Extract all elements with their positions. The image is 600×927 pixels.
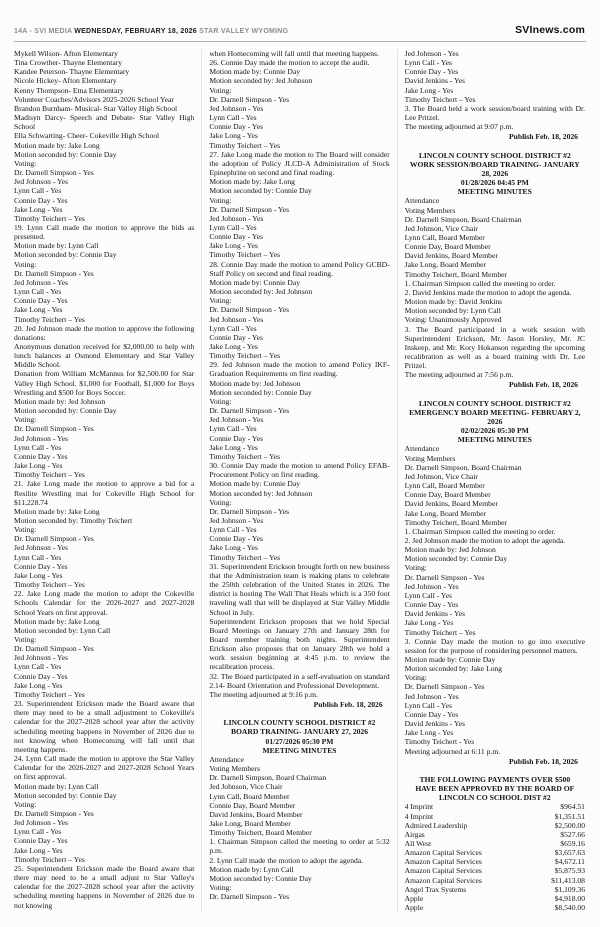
notice-column-1 (14, 49, 194, 912)
body-line: Lynn Call - Yes (209, 323, 257, 333)
issue-date: WEDNESDAY, FEBRUARY 18, 2026 (74, 28, 200, 35)
body-line: Dr. Darnell Simpson - Yes (404, 682, 485, 692)
body-line: Lynn Call - Yes (404, 58, 452, 68)
notice-heading: 01/28/2026 04:45 PM (460, 178, 529, 188)
body-line: Timothy Teichert – Yes (14, 213, 85, 223)
body-line: Nicole Hickey- Afton Elementary (14, 76, 117, 86)
body-line: 1. Chairman Simpson called the meeting to order at 5:32 p.m. (209, 837, 390, 856)
notice-heading: WORK SESSION/BOARD TRAINING- JANUARY 28, 2026 (409, 159, 580, 178)
payment-row (405, 839, 585, 848)
body-line: Voting: (14, 259, 37, 269)
body-line: Jake Long - Yes (404, 85, 454, 95)
payment-amount: $11,413.08 (551, 875, 585, 885)
body-line: Timothy Teichert, Board Member (404, 269, 508, 279)
body-line: Jed Johnson - Yes (14, 177, 69, 187)
column-divider (201, 49, 202, 912)
body-line: Motion seconded by: Connie Day (209, 873, 312, 883)
notice-column-2 (209, 49, 389, 912)
body-line: The meeting adjourned at 9:07 p.m. (404, 122, 514, 132)
body-line: Jake Long - Yes (404, 618, 454, 628)
body-line: Jake Long - Yes (14, 845, 63, 855)
body-line: Tina Crowther- Thayne Elementary (14, 58, 123, 68)
body-line: 29. Jed Johnson made the motion to amend Policy IKF-Graduation Requirements on first reading. (209, 360, 390, 379)
body-line: Lynn Call - Yes (209, 424, 257, 434)
body-line: Motion seconded by: Jed Johnson (209, 488, 313, 498)
body-line: Connie Day, Board Member (404, 490, 491, 500)
body-line: Timothy Teichert – Yes (209, 250, 281, 260)
body-line: Motion seconded by: Lynn Call (14, 625, 111, 635)
body-line: Motion made by: Connie Day (209, 67, 301, 77)
body-line: Voting: (14, 799, 37, 809)
body-line: Voting: (209, 195, 232, 205)
body-line: Motion seconded by: Connie Day (14, 406, 117, 416)
body-line: Motion made by: Jake Long (14, 616, 100, 626)
body-line: Jake Long - Yes (209, 131, 258, 141)
body-line: Jed Johnson - Yes (404, 691, 459, 701)
body-line: Lynn Call - Yes (404, 590, 452, 600)
body-line: Voting: (14, 158, 37, 168)
notice-heading: LINCOLN COUNTY SCHOOL DISTRICT #2 (418, 150, 571, 160)
body-line: 27. Jake Long made the motion to The Board will consider the adoption of Policy JLCD-A Administration of Stock Epinephrine on second and final reading. (209, 149, 390, 178)
publish-date: Publish Feb. 18, 2026 (313, 700, 383, 710)
body-line: Jed Johnson, Vice Chair (209, 782, 283, 792)
body-line: David Jenkins, Board Member (404, 251, 498, 261)
body-line: Jake Long, Board Member (404, 260, 487, 270)
body-line: Dr. Darnell Simpson - Yes (209, 204, 290, 214)
body-line: Dr. Darnell Simpson, Board Chairman (209, 773, 327, 783)
body-line: Meeting adjourned at 6:11 p.m. (404, 746, 501, 756)
body-line: Jake Long - Yes (14, 305, 63, 315)
body-line: 1. Chairman Simpson called the meeting to order. (404, 278, 556, 288)
payment-row (405, 821, 585, 830)
body-line: Jake Long - Yes (14, 204, 63, 214)
body-line: Motion seconded by: Timothy Teichert (14, 515, 133, 525)
body-line: Lynn Call - Yes (14, 552, 62, 562)
body-line: Timothy Teichert – Yes (209, 451, 281, 461)
body-line: Voting: (209, 296, 232, 306)
notice-heading: 02/02/2026 05:30 PM (460, 426, 529, 436)
body-line: 3. The Board participated in a work session with Superintendent Erickson, Mr. Jason Horsley, Mr. JC Inskeep, and Mr. Kory Hokanson regarding the upcoming recalibration as well as a board training with Dr. Lee Pritzel. (404, 324, 585, 371)
body-line: Jed Johnson - Yes (404, 49, 459, 58)
body-line: Jed Johnson - Yes (14, 818, 69, 828)
payee-name: Amazon Capital Services (404, 848, 482, 858)
body-line: Timothy Teichert, Board Member (209, 828, 312, 838)
body-line: 32. The Board participated in a self-evaluation on standard 2.14- Board Orientation and Professional Development. (209, 671, 390, 690)
masthead-rule (14, 41, 586, 42)
body-line: Connie Day - Yes (14, 561, 68, 571)
body-line: David Jenkins, Board Member (209, 809, 303, 819)
payee-name: 4 Imprint (404, 811, 434, 821)
payment-row (405, 802, 585, 811)
masthead-left (14, 28, 288, 35)
body-line: Motion seconded by: Connie Day (209, 387, 312, 397)
body-line: Voting: (14, 525, 37, 535)
body-line: Motion made by: Jed Johnson (209, 378, 301, 388)
body-line: Timothy Teichert – Yes (14, 314, 85, 324)
body-line: Connie Day - Yes (14, 451, 68, 461)
body-line: Dr. Darnell Simpson - Yes (209, 506, 290, 516)
payment-row (405, 812, 585, 821)
body-line: Lynn Call - Yes (14, 287, 62, 297)
body-line: Jed Johnson - Yes (209, 415, 264, 425)
body-line: Timothy Teichert – Yes (14, 854, 85, 864)
payment-row (405, 885, 585, 894)
notice-heading: LINCOLN COUNTY SCHOOL DISTRICT #2 (418, 398, 571, 408)
body-line: Lynn Call, Board Member (404, 232, 485, 242)
body-line: Voting: (14, 415, 37, 425)
body-line: 28. Connie Day made the motion to amend Policy GCBD-Staff Policy on second and final reading. (209, 259, 390, 278)
body-line: 23. Superintendent Erickson made the Board aware that there may need to be a small adjustment to Cokeville's calendar for the 2027-2028 school year after the activity scheduling meeting happens in November of 2026 due to not knowing when Homecoming will fall until that meeting happens. (14, 699, 195, 754)
body-line: Jed Johnson - Yes (209, 515, 264, 525)
body-line: Jed Johnson - Yes (404, 581, 459, 591)
body-line: Superintendent Erickson proposes that we hold Special Board Meetings on January 27th and January 28th for Board member training both nights. Superintendent Erickson also proposes that on January 28th we hold a work session beginning at 4:45 p.m. to review the recalibration process. (209, 616, 390, 672)
payment-amount: $4,918.00 (554, 893, 585, 903)
body-line: Motion seconded by: Connie Day (14, 790, 117, 800)
body-line: The meeting adjourned at 7:56 p.m. (404, 370, 514, 380)
body-line: 1. Chairman Simpson called the meeting to order. (404, 526, 556, 536)
body-line: Connie Day - Yes (209, 232, 263, 242)
notice-heading: BOARD TRAINING- JANUARY 27, 2026 (230, 727, 369, 737)
payment-amount: $964.51 (560, 802, 585, 812)
body-line: Timothy Teichert – Yes (14, 689, 85, 699)
body-line: Connie Day - Yes (14, 296, 68, 306)
notice-column-3 (405, 49, 585, 912)
publish-date: Publish Feb. 18, 2026 (508, 380, 578, 390)
body-line: Motion seconded by: Lynn Call (404, 306, 501, 316)
payee-name: Angel Trax Systems (404, 884, 467, 894)
body-line: Attendance (404, 196, 440, 206)
body-line: Dr. Darnell Simpson - Yes (14, 168, 94, 178)
notice-heading: THE FOLLOWING PAYMENTS OVER $500 HAVE BEEN APPROVED BY THE BOARD OF LINCOLN CO SCHOOL DIST #2 (415, 774, 575, 803)
body-line: 25. Superintendent Erickson made the Board aware that there may need to be a small adjust to Star Valley's calendar for the 2027-2028 school year after the activity scheduling meeting happens in November of 2026 due to not knowing (14, 863, 195, 910)
body-line: Lynn Call, Board Member (209, 791, 290, 801)
notice-heading: MEETING MINUTES (457, 435, 532, 445)
body-line: 20. Jed Johnson made the motion to approve the following donations: (14, 323, 195, 342)
body-line: Jake Long - Yes (209, 241, 258, 251)
body-line: Connie Day - Yes (209, 122, 263, 132)
payee-name: Admired Leadership (404, 820, 468, 830)
body-line: Jed Johnson, Vice Chair (404, 223, 478, 233)
body-line: Motion made by: Lynn Call (209, 864, 294, 874)
payment-amount: $659.16 (560, 838, 585, 848)
payment-amount: $1,109.36 (554, 884, 585, 894)
body-line: Voting: (209, 85, 232, 95)
body-line: Motion made by: Connie Day (209, 277, 301, 287)
body-line: Motion made by: Connie Day (404, 655, 496, 664)
body-line: when Homecoming will fall until that meeting happens. (209, 49, 379, 58)
masthead (0, 0, 600, 39)
body-line: 24. Lynn Call made the motion to approve the Star Valley Calendar for the 2026-2027 and 2027-2028 School Years on first approval. (14, 754, 195, 782)
body-line: Jake Long - Yes (404, 728, 454, 738)
body-line: Kenny Thompson- Etna Elementary (14, 85, 124, 95)
body-line: Voting: Unanimously Approved (404, 315, 502, 325)
body-line: Lynn Call - Yes (209, 222, 257, 232)
body-line: Ella Schwarting- Cheer- Cokeville High School (14, 131, 160, 141)
body-line: Dr. Darnell Simpson, Board Chairman (404, 214, 522, 224)
payment-amount: $3,657.63 (554, 848, 585, 858)
body-line: Lynn Call - Yes (209, 525, 257, 535)
payee-name: Amazon Capital Services (404, 866, 482, 876)
body-line: Jed Johnson - Yes (209, 314, 264, 324)
body-line: Dr. Darnell Simpson - Yes (14, 808, 94, 818)
body-line: Motion made by: Jake Long (14, 140, 100, 150)
body-line: 19. Lynn Call made the motion to approve the bids as presented. (14, 222, 195, 242)
body-line: Motion seconded by: Jake Long (404, 664, 503, 674)
body-line: David Jenkins - Yes (404, 76, 465, 86)
body-line: Connie Day - Yes (209, 332, 263, 342)
body-line: Dr. Darnell Simpson, Board Chairman (404, 462, 522, 472)
body-line: Lynn Call - Yes (404, 700, 452, 710)
body-line: Jake Long - Yes (209, 442, 258, 452)
body-line: Motion made by: David Jenkins (404, 297, 503, 307)
body-line: Jake Long - Yes (209, 543, 258, 553)
body-line: Jed Johnson - Yes (14, 543, 69, 553)
notice-heading: MEETING MINUTES (262, 745, 337, 755)
payee-name: Apple (404, 903, 424, 913)
payment-row (405, 866, 585, 875)
body-line: Mykell Wilson- Afton Elementary (14, 49, 118, 58)
body-line: Voting: (14, 635, 37, 644)
body-line: Jed Johnson - Yes (14, 277, 69, 287)
body-line: Voting: (404, 673, 427, 683)
notice-heading: EMERGENCY BOARD MEETING- FEBRUARY 2, 2026 (409, 407, 581, 426)
payment-row (405, 857, 585, 866)
payment-amount: $4,672.11 (554, 857, 585, 867)
publish-date: Publish Feb. 18, 2026 (508, 132, 578, 142)
body-line: Connie Day - Yes (404, 67, 459, 77)
body-line: Attendance (209, 754, 244, 764)
body-line: Voting Members (404, 205, 456, 215)
body-line: Dr. Darnell Simpson - Yes (14, 424, 94, 434)
notice-columns (0, 49, 600, 912)
body-line: 2. David Jenkins made the motion to adopt the agenda. (404, 287, 572, 297)
body-line: Connie Day, Board Member (404, 242, 491, 252)
body-line: Dr. Darnell Simpson - Yes (209, 94, 290, 104)
body-line: Donation from William McMannus for $2,500.00 for Star Valley High School. $1,000 for Football, $1,000 for Boys Wrestling and $500 for Boys Soccer. (14, 369, 195, 397)
body-line: Jed Johnson - Yes (14, 433, 69, 443)
body-line: Jed Johnson - Yes (209, 103, 264, 113)
body-line: 3. Connie Day made the motion to go into executive session for the purpose of considering personnel matters. (404, 636, 585, 655)
body-line: Jed Johnson - Yes (14, 653, 69, 663)
body-line: Timothy Teichert - Yes (404, 737, 475, 747)
body-line: Timothy Teichert – Yes (209, 552, 281, 562)
body-line: Lynn Call - Yes (14, 827, 62, 837)
body-line: Jake Long, Board Member (209, 818, 291, 828)
notice-heading: LINCOLN COUNTY SCHOOL DISTRICT #2 (223, 718, 376, 728)
body-line: Voting Members (209, 764, 261, 774)
body-line: Motion made by: Jake Long (14, 506, 100, 516)
body-line: Connie Day, Board Member (209, 800, 296, 810)
body-line: Timothy Teichert – Yes (209, 140, 281, 150)
location-label: STAR VALLEY WYOMING (199, 28, 289, 35)
body-line: 30. Connie Day made the motion to amend Policy EFAB-Procurement Policy on first reading. (209, 461, 390, 480)
payment-row (405, 894, 585, 903)
body-line: David Jenkins - Yes (404, 719, 465, 729)
payee-name: Amazon Capital Services (404, 857, 482, 867)
body-line: 26. Connie Day made the motion to accept the audit. (209, 58, 370, 68)
body-line: Motion seconded by: Jed Johnson (209, 287, 313, 297)
body-line: Lynn Call, Board Member (404, 481, 485, 491)
payment-row (405, 848, 585, 857)
site-url: SVInews.com (515, 24, 585, 36)
body-line: Timothy Teichert – Yes (404, 627, 476, 637)
payment-row (405, 876, 585, 885)
body-line: Dr. Darnell Simpson - Yes (209, 892, 290, 902)
payment-row (405, 830, 585, 839)
body-line: The meeting adjourned at 9:16 p.m. (209, 689, 318, 699)
body-line: Voting: (404, 563, 427, 573)
body-line: Anonymous donation received for $2,000.00 to help with lunch balances at Osmond Elementary and Star Valley Middle School. (14, 342, 195, 370)
body-line: David Jenkins - Yes (404, 609, 465, 619)
body-line: Lynn Call - Yes (14, 442, 62, 452)
page-label: 14A - SVI MEDIA (14, 28, 75, 35)
body-line: Dr. Darnell Simpson - Yes (14, 644, 94, 654)
body-line: Timothy Teichert – Yes (14, 470, 85, 480)
payment-amount: $5,875.93 (554, 866, 585, 876)
body-line: Voting Members (404, 453, 456, 463)
body-line: Lynn Call - Yes (14, 662, 62, 672)
publish-date: Publish Feb. 18, 2026 (508, 756, 578, 766)
body-line: Jake Long - Yes (14, 461, 63, 471)
body-line: Motion seconded by: Connie Day (209, 186, 312, 196)
body-line: Motion seconded by: Connie Day (14, 250, 117, 260)
payment-row (405, 903, 585, 912)
body-line: Motion made by: Jed Johnson (404, 545, 496, 555)
body-line: Brandon Burnham- Musical- Star Valley High School (14, 103, 178, 113)
body-line: Voting: (209, 497, 232, 507)
body-line: Jake Long - Yes (14, 680, 63, 690)
body-line: 2. Lynn Call made the motion to adopt the agenda. (209, 855, 364, 865)
body-line: Connie Day - Yes (14, 195, 68, 205)
body-line: 31. Superintendent Erickson brought forth on new business that the Administration team is making plans to celebrate the 250th celebration of the United States in 2026. The district is hosting The Wall That Heals which is a 350 foot traveling wall that will be displayed at Star Valley Middle School in July. (209, 561, 390, 617)
body-line: Jake Long - Yes (14, 570, 63, 580)
notice-heading: 01/27/2026 05:30 PM (265, 736, 334, 746)
body-line: Motion made by: Lynn Call (14, 241, 99, 251)
body-line: Madisyn Darcy- Speech and Debate- Star Valley High School (14, 113, 195, 132)
body-line: Timothy Teichert – Yes (404, 94, 476, 104)
body-line: Dr. Darnell Simpson - Yes (404, 572, 485, 582)
body-line: Volunteer Coaches/Advisors 2025-2026 School Year (14, 94, 174, 104)
payment-amount: $1,351.51 (554, 811, 585, 821)
body-line: Timothy Teichert, Board Member (404, 517, 508, 527)
body-line: Dr. Darnell Simpson - Yes (14, 534, 94, 544)
body-line: Connie Day - Yes (404, 709, 459, 719)
body-line: Connie Day - Yes (14, 836, 68, 846)
body-line: Jed Johnson, Vice Chair (404, 471, 478, 481)
notice-heading: MEETING MINUTES (457, 187, 532, 197)
body-line: 3. The Board held a work session/board training with Dr. Lee Pritzel. (404, 103, 585, 123)
body-line: Timothy Teichert – Yes (14, 580, 85, 590)
body-line: David Jenkins, Board Member (404, 499, 498, 509)
payee-name: Airgas (404, 829, 425, 839)
body-line: Voting: (209, 396, 232, 406)
body-line: Connie Day - Yes (209, 433, 263, 443)
body-line: Motion made by: Connie Day (209, 479, 301, 489)
body-line: Jake Long - Yes (209, 342, 258, 351)
body-line: Jake Long, Board Member (404, 508, 487, 518)
column-divider (397, 49, 398, 912)
payment-amount: $2,500.00 (554, 820, 585, 830)
body-line: Motion seconded by: Connie Day (14, 149, 117, 159)
body-line: Timothy Teichert – Yes (209, 351, 281, 361)
body-line: Lynn Call - Yes (14, 186, 62, 196)
body-line: Dr. Darnell Simpson - Yes (14, 268, 94, 278)
payment-amount: $8,540.00 (554, 903, 585, 913)
body-line: Connie Day - Yes (404, 600, 459, 610)
payee-name: Apple (404, 893, 424, 903)
body-line: Connie Day - Yes (14, 671, 68, 681)
body-line: Attendance (404, 444, 440, 454)
body-line: Kandee Peterson- Thayne Elementary (14, 67, 130, 77)
payee-name: All West (404, 838, 432, 848)
body-line: 22. Jake Long made the motion to adopt the Cokeville Schools Calendar for the 2026-2027 and 2027-2028 School Years on first approval. (14, 589, 195, 617)
body-line: Motion made by: Jake Long (209, 177, 295, 187)
payment-amount: $527.66 (560, 829, 585, 839)
body-line: Dr. Darnell Simpson - Yes (209, 406, 290, 416)
body-line: Jed Johnson - Yes (209, 213, 264, 223)
payee-name: Amazon Capital Services (404, 875, 482, 885)
body-line: 2. Jed Johnson made the motion to adopt the agenda. (404, 535, 566, 545)
body-line: Motion made by: Lynn Call (14, 781, 99, 791)
body-line: Motion seconded by: Connie Day (404, 554, 508, 564)
body-line: Motion seconded by: Jed Johnson (209, 76, 313, 86)
body-line: Lynn Call - Yes (209, 113, 257, 123)
body-line: Dr. Darnell Simpson - Yes (209, 305, 290, 315)
payee-name: 4 Imprint (404, 802, 434, 812)
body-line: 21. Jake Long made the motion to approve a bid for a Resilite Wrestling mat for Cokeville High School for $11,228.74 (14, 479, 195, 507)
body-line: Motion made by: Jed Johnson (14, 396, 106, 406)
body-line: Voting: (209, 883, 232, 893)
body-line: Connie Day - Yes (209, 534, 263, 544)
